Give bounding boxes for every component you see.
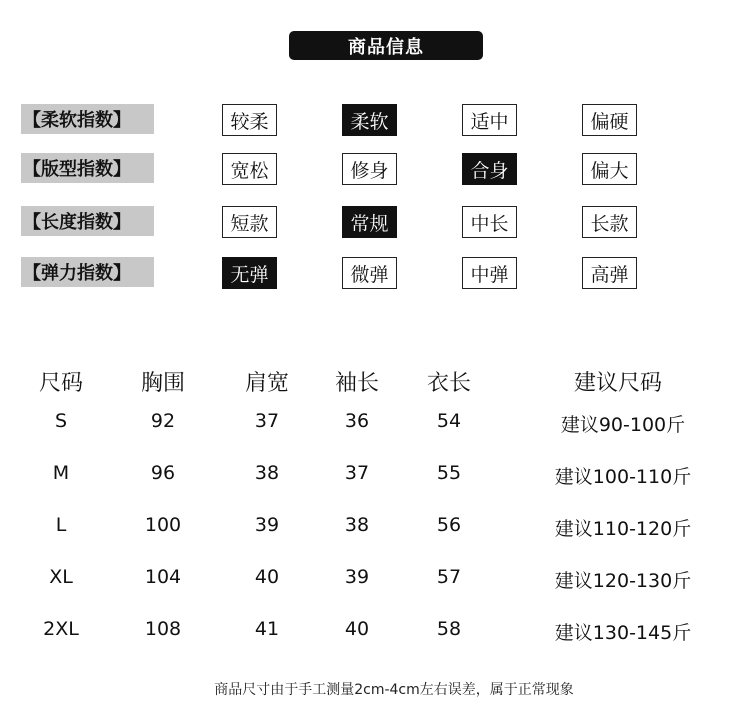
index-option: 中弹 (462, 257, 517, 289)
table-cell: 2XL (43, 618, 79, 640)
index-label: 【版型指数】 (21, 153, 154, 183)
table-cell: 建议120-130斤 (554, 570, 692, 592)
table-cell: 39 (254, 514, 280, 536)
index-option-selected: 无弹 (222, 257, 277, 289)
table-header: 胸围 (140, 371, 186, 396)
table-cell: 37 (254, 410, 280, 432)
table-cell: 56 (436, 514, 462, 536)
index-option: 微弹 (342, 257, 397, 289)
table-header: 衣长 (426, 371, 472, 396)
table-cell: XL (49, 566, 73, 588)
index-option: 短款 (222, 206, 277, 238)
index-option-selected: 常规 (342, 206, 397, 238)
table-header: 建议尺码 (573, 371, 663, 396)
index-option: 修身 (342, 153, 397, 185)
table-cell: 38 (254, 462, 280, 484)
index-row (0, 102, 750, 138)
index-option-selected: 合身 (462, 153, 517, 185)
table-cell: 57 (436, 566, 462, 588)
index-row (0, 204, 750, 240)
table-cell: L (55, 514, 67, 536)
table-cell: 建议100-110斤 (554, 466, 692, 488)
table-header: 尺码 (38, 371, 84, 396)
table-cell: 54 (436, 410, 462, 432)
table-cell: 建议130-145斤 (554, 622, 692, 644)
index-option: 宽松 (222, 153, 277, 185)
table-cell: 55 (436, 462, 462, 484)
index-label: 【柔软指数】 (21, 104, 154, 134)
section-title: 商品信息 (289, 31, 483, 60)
table-cell: 36 (344, 410, 370, 432)
table-cell: 38 (344, 514, 370, 536)
table-cell: S (54, 410, 68, 432)
index-option: 偏大 (582, 153, 637, 185)
table-header: 肩宽 (244, 371, 290, 396)
table-cell: 建议110-120斤 (554, 518, 692, 540)
table-cell: 100 (144, 514, 182, 536)
index-option-selected: 柔软 (342, 104, 397, 136)
index-option: 长款 (582, 206, 637, 238)
index-option: 高弹 (582, 257, 637, 289)
table-cell: 92 (150, 410, 176, 432)
table-cell: 104 (144, 566, 182, 588)
index-row (0, 255, 750, 291)
table-cell: 建议90-100斤 (560, 414, 686, 436)
index-option: 较柔 (222, 104, 277, 136)
table-header: 袖长 (334, 371, 380, 396)
table-cell: 40 (344, 618, 370, 640)
index-label: 【弹力指数】 (21, 257, 154, 287)
index-option: 偏硬 (582, 104, 637, 136)
table-cell: 37 (344, 462, 370, 484)
index-label: 【长度指数】 (21, 206, 154, 236)
index-option: 中长 (462, 206, 517, 238)
measurement-note: 商品尺寸由于手工测量2cm-4cm左右误差，属于正常现象 (214, 682, 574, 698)
table-cell: 41 (254, 618, 280, 640)
table-cell: M (52, 462, 70, 484)
table-cell: 96 (150, 462, 176, 484)
index-option: 适中 (462, 104, 517, 136)
table-cell: 58 (436, 618, 462, 640)
table-cell: 40 (254, 566, 280, 588)
table-cell: 39 (344, 566, 370, 588)
table-cell: 108 (144, 618, 182, 640)
index-row (0, 151, 750, 187)
